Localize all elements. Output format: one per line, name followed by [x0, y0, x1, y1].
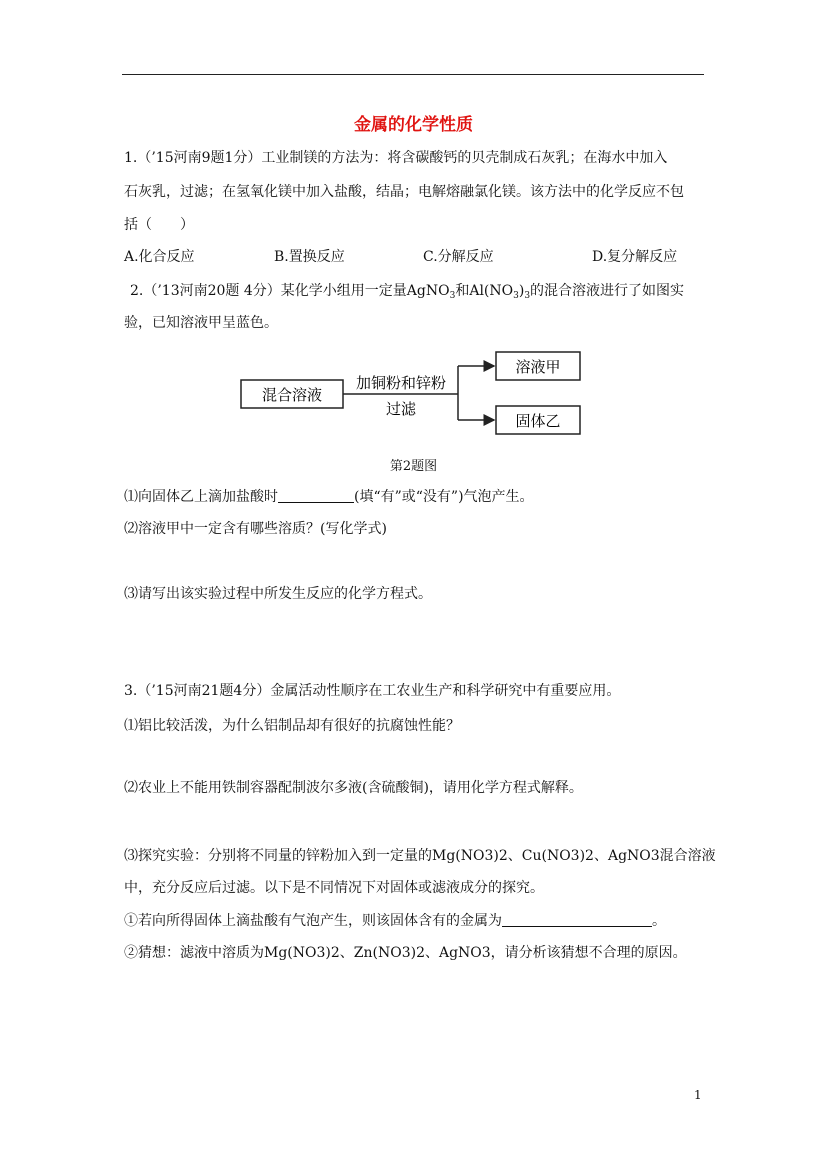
solution-a-label: 溶液甲 — [515, 358, 561, 376]
step-filter-label: 过滤 — [385, 400, 417, 418]
answer-blank[interactable] — [502, 912, 652, 927]
step-add-powder-label: 加铜粉和锌粉 — [355, 374, 447, 392]
q2-subquestion-1: ⑴向固体乙上滴加盐酸时 (填“有”或“没有”)气泡产生。 — [124, 489, 534, 505]
q1-option-b: B.置换反应 — [274, 249, 345, 265]
answer-blank[interactable] — [278, 488, 354, 503]
q3-line-1: 3.（’15河南21题4分）金属活动性顺序在工农业生产和科学研究中有重要应用。 — [124, 683, 621, 699]
q2-subquestion-3: ⑶请写出该实验过程中所发生反应的化学方程式。 — [124, 586, 432, 602]
solid-b-label: 固体乙 — [515, 412, 561, 430]
q3-subquestion-3-line-1: ⑶探究实验：分别将不同量的锌粉加入到一定量的Mg(NO3)2、Cu(NO3)2、AgNO3混合溶液 — [124, 848, 716, 864]
q3-item-2: ②猜想：滤液中溶质为Mg(NO3)2、Zn(NO3)2、AgNO3，请分析该猜想不合理的原因。 — [124, 945, 687, 961]
q3-subquestion-3-line-2: 中，充分反应后过滤。以下是不同情况下对固体或滤液成分的探究。 — [124, 880, 544, 896]
flow-diagram — [230, 340, 600, 450]
q1-option-d: D.复分解反应 — [592, 249, 678, 265]
q2-line-1: 2.（’13河南20题 4分）某化学小组用一定量AgNO$_3$和$Al(NO_3)_3$的混合溶液进行了如图实 — [130, 283, 685, 301]
mixed-solution-label: 混合溶液 — [261, 386, 323, 404]
page-title: 金属的化学性质 — [354, 115, 473, 135]
q1-option-c: C.分解反应 — [423, 249, 494, 265]
q3-subquestion-2: ⑵农业上不能用铁制容器配制波尔多液(含硫酸铜)，请用化学方程式解释。 — [124, 780, 583, 796]
q1-option-a: A.化合反应 — [124, 249, 195, 265]
header-rule — [122, 74, 704, 75]
q1-line-3: 括（ ） — [124, 217, 194, 233]
q3-item-1: ①若向所得固体上滴盐酸有气泡产生，则该固体含有的金属为 。 — [124, 913, 666, 929]
q1-line-1: 1.（’15河南9题1分）工业制镁的方法为：将含碳酸钙的贝壳制成石灰乳；在海水中加入 — [124, 150, 668, 166]
q3-subquestion-1: ⑴铝比较活泼，为什么铝制品却有很好的抗腐蚀性能？ — [124, 718, 460, 734]
q1-line-2: 石灰乳，过滤；在氢氧化镁中加入盐酸，结晶；电解熔融氯化镁。该方法中的化学反应不包 — [124, 184, 684, 200]
page-number: 1 — [694, 1088, 702, 1102]
q2-subquestion-2: ⑵溶液甲中一定含有哪些溶质？(写化学式) — [124, 521, 387, 537]
q2-line-2: 验，已知溶液甲呈蓝色。 — [124, 315, 278, 331]
figure-caption: 第2题图 — [389, 459, 438, 474]
